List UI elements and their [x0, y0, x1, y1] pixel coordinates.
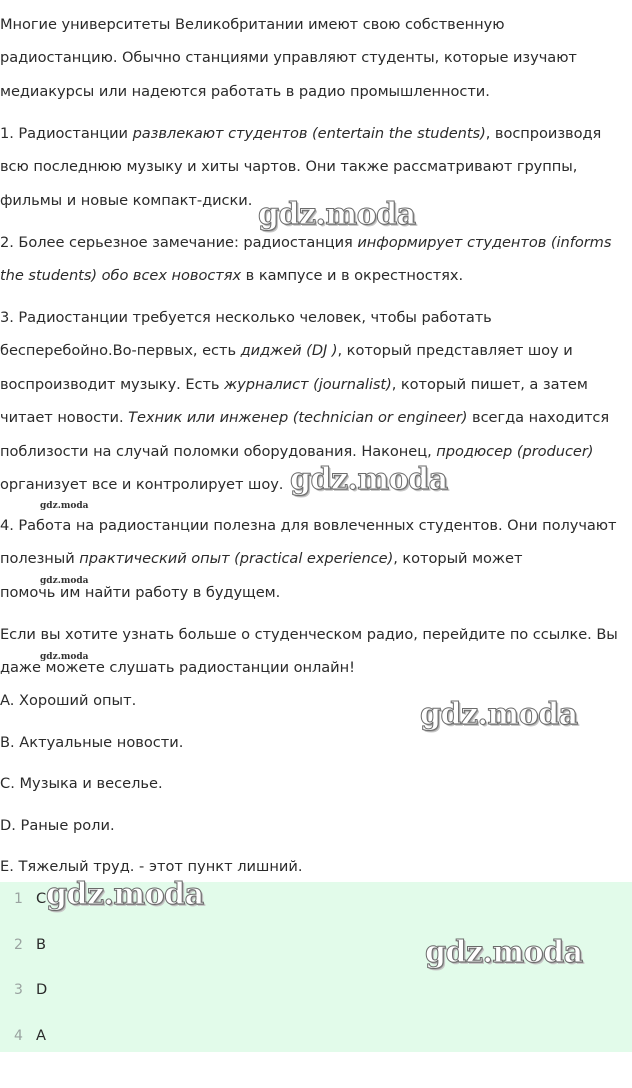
- row-number: 3: [14, 982, 23, 998]
- text: , который представляет шоу и: [337, 342, 573, 360]
- term: the students) обо всех новостях: [0, 267, 242, 285]
- watermark: gdz.moda: [290, 462, 448, 497]
- text: , воспроизводя: [485, 125, 602, 142]
- answer-value: A: [36, 1027, 46, 1044]
- text: воспроизводит музыку. Есть: [0, 375, 225, 393]
- intro-line: радиостанцию. Обычно станциями управляют студенты, которые изучают: [0, 49, 577, 67]
- text: поблизости на случай поломки оборудования. Наконец,: [0, 442, 437, 460]
- watermark: gdz.moda: [258, 197, 416, 232]
- row-number: 4: [14, 1028, 23, 1044]
- watermark-small: gdz.moda: [40, 576, 89, 586]
- text: 1. Радиостанции: [0, 125, 133, 142]
- paragraph-5: [0, 618, 632, 685]
- text-line: [0, 117, 632, 150]
- text: 2. Более серьезное замечание: радиостанция: [0, 234, 358, 251]
- term: Техник или инженер (technician or engineer): [128, 409, 468, 427]
- answer-row: [0, 882, 632, 916]
- answer-value: C: [36, 890, 47, 907]
- intro-line: Многие университеты Великобритании имеют свою собственную: [0, 16, 505, 33]
- text-line: [0, 368, 632, 401]
- text: читает новости.: [0, 409, 129, 427]
- text-line: 3. Радиостанции требуется несколько человек, чтобы работать: [0, 309, 492, 326]
- option-b: B. Актуальные новости.: [0, 734, 184, 751]
- answer-row: [0, 928, 632, 962]
- text-line: помочь им найти работу в будущем.: [0, 583, 281, 601]
- term: практический опыт (practical experience): [79, 550, 394, 568]
- text-line: [0, 401, 632, 434]
- text: , который может: [393, 550, 523, 568]
- text-line: 4. Работа на радиостанции полезна для вовлеченных студентов. Они получают: [0, 517, 617, 534]
- option-c: C. Музыка и веселье.: [0, 775, 163, 792]
- watermark: gdz.moda: [425, 935, 583, 970]
- text-line: организует все и контролирует шоу.: [0, 475, 284, 493]
- answer-value: D: [36, 981, 48, 998]
- term: продюсер (producer): [436, 442, 594, 460]
- option-a: A. Хороший опыт.: [0, 692, 137, 709]
- term: развлекают студентов (entertain the students): [132, 125, 486, 142]
- answer-value: B: [36, 936, 47, 953]
- paragraph-4: [0, 509, 632, 609]
- intro-line: медиакурсы или надеются работать в радио промышленности.: [0, 82, 490, 100]
- text: полезный: [0, 550, 80, 568]
- watermark-small: gdz.moda: [40, 501, 89, 511]
- text-line: [0, 226, 632, 259]
- row-number: 1: [14, 891, 23, 907]
- text: , который пишет, а затем: [391, 375, 588, 393]
- text: всегда находится: [467, 409, 610, 427]
- answer-row: [0, 973, 632, 1007]
- text-line: [0, 259, 632, 292]
- watermark: gdz.moda: [420, 697, 578, 732]
- term: журналист (journalist): [224, 375, 392, 393]
- watermark-small: gdz.moda: [40, 652, 89, 662]
- answer-row: [0, 1019, 632, 1053]
- text: бесперебойно.Во-первых, есть: [0, 342, 241, 360]
- text-line: [0, 334, 632, 367]
- option-d: D. Раные роли.: [0, 817, 115, 834]
- paragraph-3: [0, 301, 632, 501]
- watermark: gdz.moda: [46, 877, 204, 912]
- text-line: всю последнюю музыку и хиты чартов. Они также рассматривают группы,: [0, 158, 578, 176]
- text-line: [0, 542, 632, 575]
- paragraph-2: [0, 226, 632, 293]
- row-number: 2: [14, 937, 23, 953]
- option-e: E. Тяжелый труд. - этот пункт лишний.: [0, 858, 303, 875]
- term: диджей (DJ ): [240, 342, 338, 360]
- text-line: Если вы хотите узнать больше о студенческом радио, перейдите по ссылке. Вы: [0, 626, 618, 643]
- text-line: фильмы и новые компакт-диски.: [0, 191, 253, 209]
- intro-paragraph: [0, 8, 632, 108]
- term: информирует студентов (informs: [357, 234, 612, 251]
- paragraph-1: [0, 117, 632, 217]
- text: в кампусе и в окрестностях.: [241, 267, 464, 285]
- text-line: даже можете слушать радиостанции онлайн!: [0, 659, 355, 677]
- answers-table: [0, 882, 632, 1052]
- text-line: [0, 435, 632, 468]
